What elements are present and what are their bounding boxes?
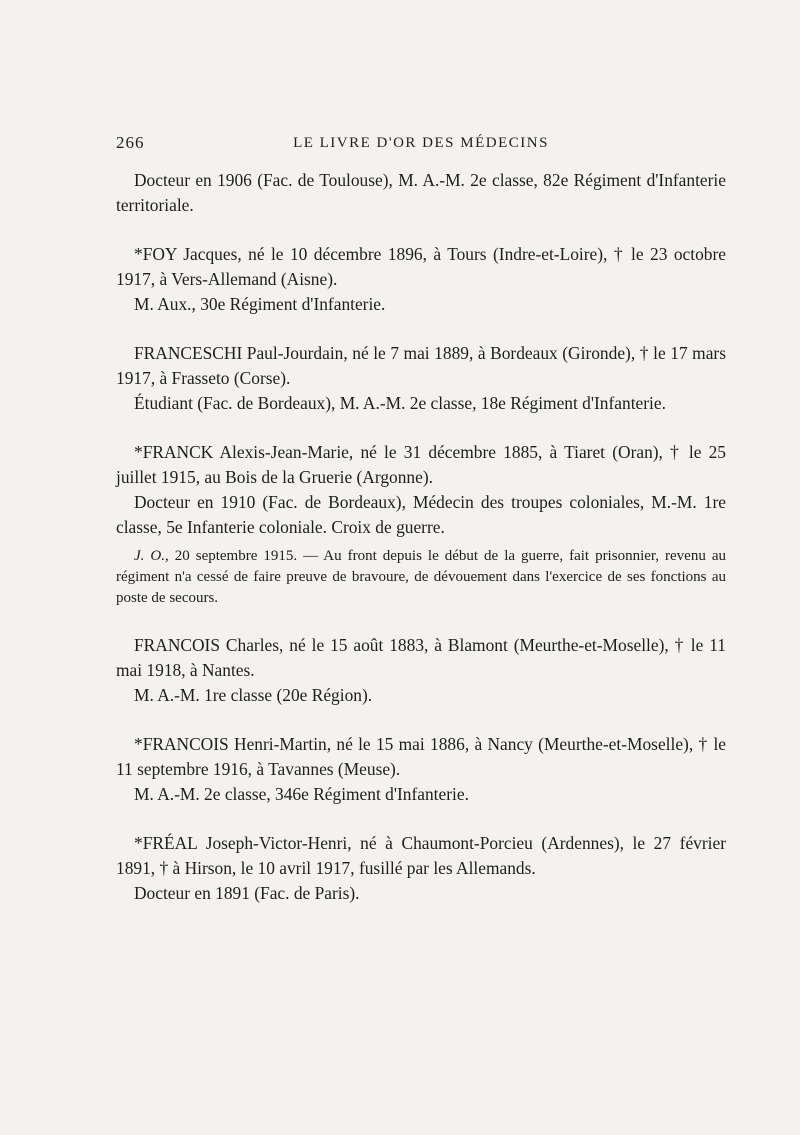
entry-foy: [116, 242, 726, 317]
entry-line: Docteur en 1891 (Fac. de Paris).: [134, 883, 360, 903]
entry-heading: *FRANCK Alexis-Jean-Marie, né le 31 décembre 1885, à Tiaret (Oran), † le 25 juillet 1915, au Bois de la Gruerie (Argonne).: [116, 442, 726, 487]
entry-francois-henri: [116, 732, 726, 807]
entry-heading: *FRANCOIS Henri-Martin, né le 15 mai 1886, à Nancy (Meurthe-et-Moselle), † le 11 septembre 1916, à Tavannes (Meuse).: [116, 734, 726, 779]
running-title: LE LIVRE D'OR DES MÉDECINS: [293, 135, 549, 151]
entry-line: Étudiant (Fac. de Bordeaux), M. A.-M. 2e classe, 18e Régiment d'Infanterie.: [134, 393, 666, 413]
entry-franceschi: [116, 341, 726, 416]
entry-franck: [116, 440, 726, 609]
entry-line: M. Aux., 30e Régiment d'Infanterie.: [134, 294, 386, 314]
entry-heading: FRANCESCHI Paul-Jourdain, né le 7 mai 1889, à Bordeaux (Gironde), † le 17 mars 1917, à Frasseto (Corse).: [116, 343, 726, 388]
entry-continued: [116, 168, 726, 218]
page-body: [116, 168, 726, 926]
entry-heading: FRANCOIS Charles, né le 15 août 1883, à Blamont (Meurthe-et-Moselle), † le 11 mai 1918, à Nantes.: [116, 635, 726, 680]
entry-heading: *FRÉAL Joseph-Victor-Henri, né à Chaumont-Porcieu (Ardennes), le 27 février 1891, † à Hirson, le 10 avril 1917, fusillé par les Allemands.: [116, 833, 726, 878]
citation-source: J. O.: [134, 548, 165, 564]
page-number: 266: [116, 133, 145, 152]
entry-heading: *FOY Jacques, né le 10 décembre 1896, à Tours (Indre-et-Loire), † le 23 octobre 1917, à Vers-Allemand (Aisne).: [116, 244, 726, 289]
entry-francois-charles: [116, 633, 726, 708]
entry-line: M. A.-M. 2e classe, 346e Régiment d'Infanterie.: [134, 784, 469, 804]
citation-text: , 20 septembre 1915. — Au front depuis le début de la guerre, fait prisonnier, revenu au régiment n'a cessé de faire preuve de bravoure, de dévouement dans l'exercice de ses fonctions au poste de secours.: [116, 548, 726, 606]
citation: [116, 546, 726, 609]
entry-line: M. A.-M. 1re classe (20e Région).: [134, 685, 373, 705]
entry-line: Docteur en 1906 (Fac. de Toulouse), M. A.-M. 2e classe, 82e Régiment d'Infanterie territoriale.: [116, 170, 726, 215]
entry-line: Docteur en 1910 (Fac. de Bordeaux), Médecin des troupes coloniales, M.-M. 1re classe, 5e Infanterie coloniale. Croix de guerre.: [116, 492, 726, 537]
entry-freal: [116, 831, 726, 906]
